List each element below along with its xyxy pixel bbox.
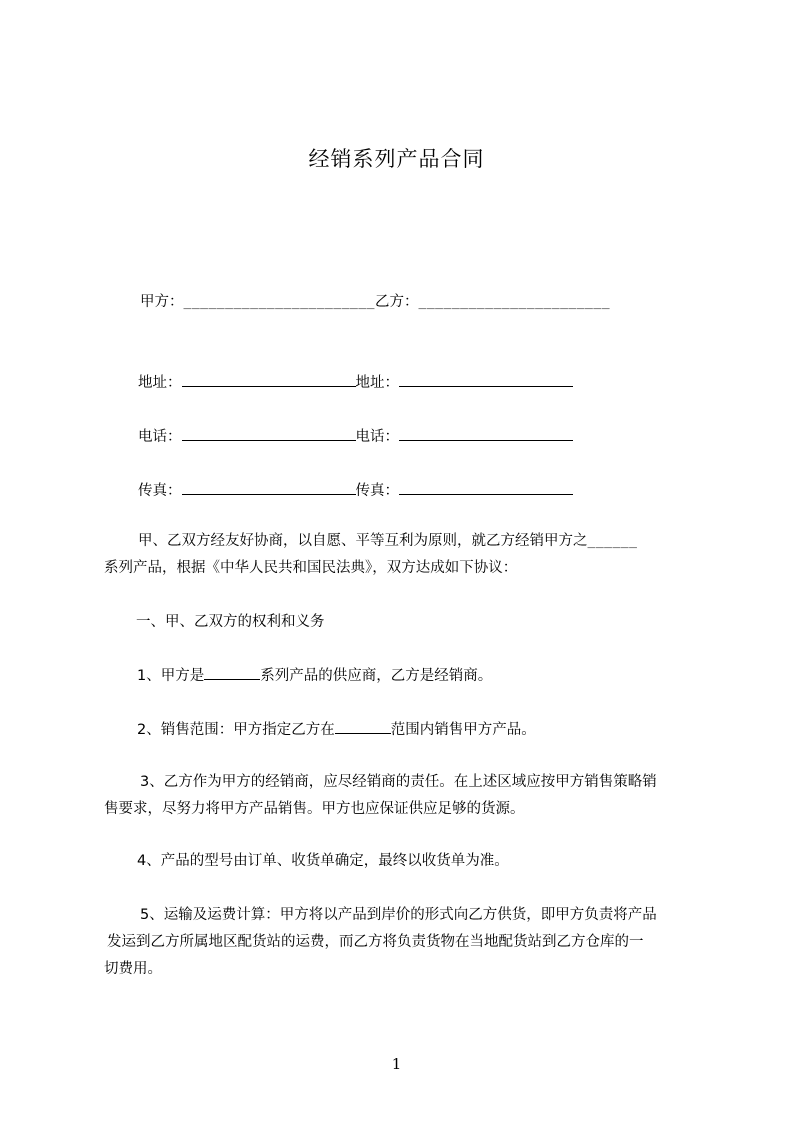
party-a-address-label: 地址： [138,375,182,391]
party-b-fax-field [399,479,573,495]
intro-blank: ______ [587,534,638,549]
party-a-fax-field [182,479,356,495]
clause-1-suffix: 系列产品的供应商，乙方是经销商。 [260,668,493,684]
document-title: 经销系列产品合同 [308,147,485,171]
intro-line-1 [138,531,637,552]
intro-line-2: 系列产品，根据《中华人民共和国民法典》，双方达成如下协议： [104,560,518,576]
party-b-label: 乙方： [375,294,419,310]
party-a-fax-label: 传真： [138,483,182,499]
parties-line [140,292,610,313]
clause-2-blank [335,720,391,734]
section-1-heading: 一、甲、乙双方的权利和义务 [136,614,325,630]
party-b-address-field [399,371,573,387]
clause-1-blank [204,666,260,680]
clause-2 [137,720,536,740]
party-a-label: 甲方： [140,294,184,310]
clause-5-line-3: 切费用。 [104,961,162,977]
clause-3-line-2: 售要求，尽努力将甲方产品销售。甲方也应保证供应足够的货源。 [104,801,525,817]
phone-row [138,425,573,447]
party-a-phone-label: 电话： [138,429,182,445]
clause-2-suffix: 范围内销售甲方产品。 [390,722,536,738]
intro-text-1: 甲、乙双方经友好协商，以自愿、平等互利为原则，就乙方经销甲方之 [138,533,588,549]
page-number: 1 [391,1055,402,1073]
party-b-address-label: 地址： [355,375,399,391]
party-b-blank: _______________________ [418,295,611,310]
fax-row [138,479,573,501]
party-a-blank: _______________________ [183,295,376,310]
party-b-phone-label: 电话： [355,429,399,445]
clause-5-line-2: 发运到乙方所属地区配货站的运费，而乙方将负责货物在当地配货站到乙方仓库的一 [107,934,644,950]
party-b-fax-label: 传真： [355,483,399,499]
clause-1-prefix: 1、甲方是 [137,668,205,684]
party-b-phone-field [399,425,573,441]
clause-3-line-1: 3、乙方作为甲方的经销商，应尽经销商的责任。在上述区域应按甲方销售策略销 [140,774,657,790]
clause-1 [137,666,492,686]
party-a-address-field [182,371,356,387]
address-row [138,371,573,393]
party-a-phone-field [182,425,356,441]
clause-2-prefix: 2、销售范围：甲方指定乙方在 [137,722,335,738]
clause-4: 4、产品的型号由订单、收货单确定，最终以收货单为准。 [137,853,509,869]
clause-5-line-1: 5、运输及运费计算：甲方将以产品到岸价的形式向乙方供货，即甲方负责将产品 [140,907,657,923]
